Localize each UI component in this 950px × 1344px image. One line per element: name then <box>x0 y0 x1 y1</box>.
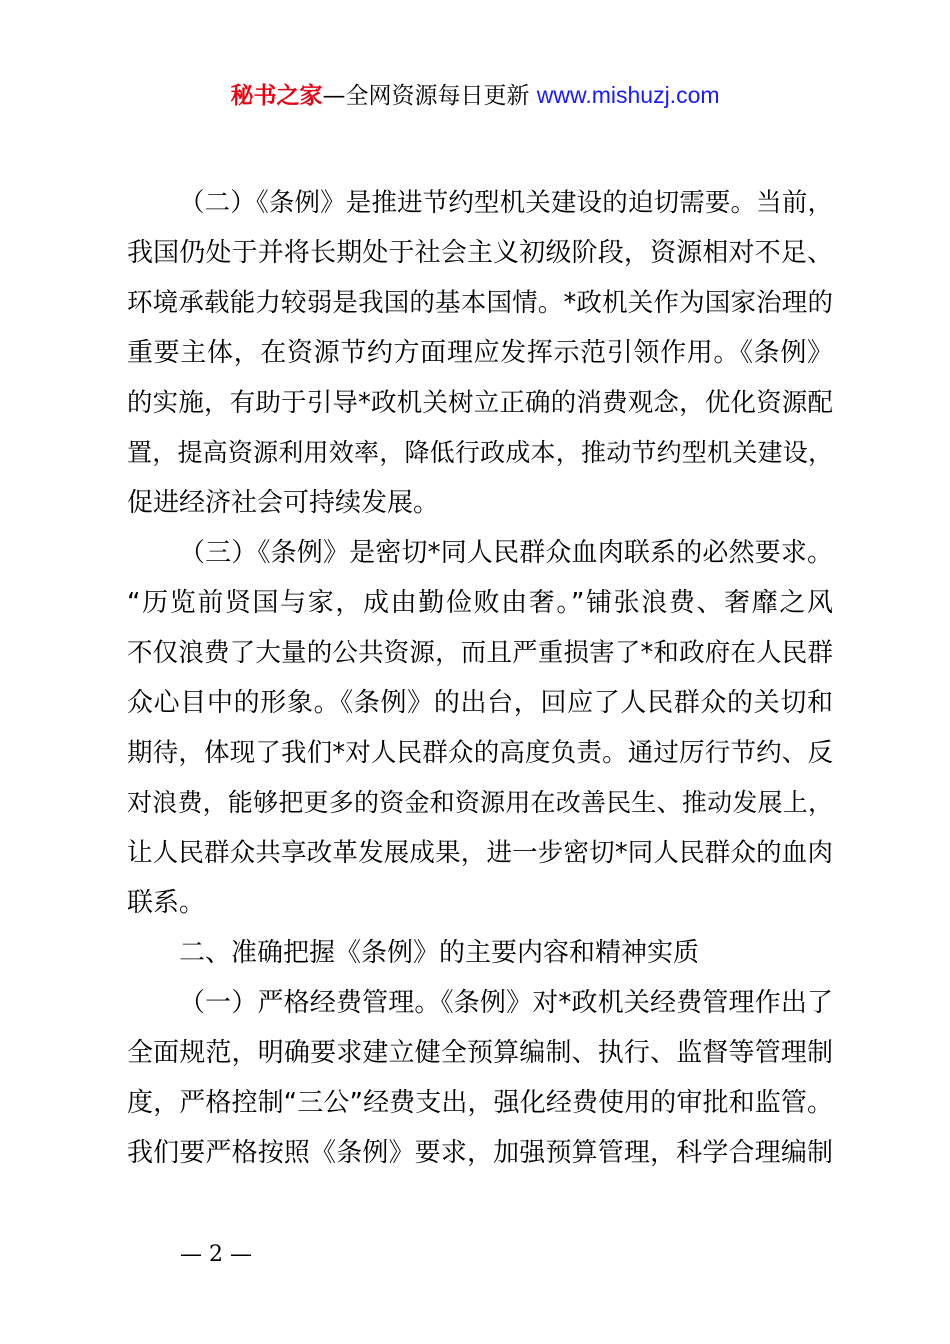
paragraph-3-line-1: （三）《条例》是密切*同人民群众血肉联系的必然要求。 <box>179 538 833 568</box>
paragraph-2-line-7: 促进经济社会可持续发展。 <box>127 488 440 518</box>
paragraph-3-line-6: 对浪费，能够把更多的资金和资源用在改善民生、推动发展上， <box>127 788 833 817</box>
paragraph-4-line-1: （一）严格经费管理。《条例》对*政机关经费管理作出了 <box>179 988 833 1018</box>
paragraph-2-line-2: 我国仍处于并将长期处于社会主义初级阶段，资源相对不足、 <box>127 238 833 268</box>
brand-name: 秘书之家 <box>230 83 323 109</box>
paragraph-3-line-2: “历览前贤国与家，成由勤俭败由奢。”铺张浪费、奢靡之风 <box>127 588 833 618</box>
paragraph-4-line-3: 度，严格控制“三公”经费支出，强化经费使用的审批和监管。 <box>127 1088 833 1118</box>
paragraph-3-line-8: 联系。 <box>127 888 206 918</box>
paragraph-2-line-6: 置，提高资源利用效率，降低行政成本，推动节约型机关建设， <box>127 438 833 467</box>
paragraph-4-line-2: 全面规范，明确要求建立健全预算编制、执行、监督等管理制 <box>127 1038 833 1068</box>
paragraph-4-line-4: 我们要严格按照《条例》要求，加强预算管理，科学合理编制 <box>127 1138 833 1168</box>
site-url-link[interactable]: www.mishuzj.com <box>536 82 720 108</box>
paragraph-3-line-5: 期待，体现了我们*对人民群众的高度负责。通过厉行节约、反 <box>127 738 833 768</box>
paragraph-3-line-3: 不仅浪费了大量的公共资源，而且严重损害了*和政府在人民群 <box>127 638 833 668</box>
site-banner <box>0 78 950 113</box>
paragraph-2-line-4: 重要主体，在资源节约方面理应发挥示范引领作用。《条例》 <box>127 338 833 368</box>
paragraph-2-line-1: （二）《条例》是推进节约型机关建设的迫切需要。当前， <box>179 188 833 218</box>
banner-slogan: —全网资源每日更新 <box>322 83 537 109</box>
paragraph-3-line-4: 众心目中的形象。《条例》的出台，回应了人民群众的关切和 <box>127 688 833 718</box>
document-body <box>127 178 833 1178</box>
paragraph-2-line-3: 环境承载能力较弱是我国的基本国情。*政机关作为国家治理的 <box>127 288 833 318</box>
section-heading: 二、准确把握《条例》的主要内容和精神实质 <box>179 938 700 968</box>
page-number: — 2 — <box>180 1242 252 1267</box>
paragraph-3-line-7: 让人民群众共享改革发展成果，进一步密切*同人民群众的血肉 <box>127 838 833 868</box>
paragraph-2-line-5: 的实施，有助于引导*政机关树立正确的消费观念，优化资源配 <box>127 388 833 418</box>
